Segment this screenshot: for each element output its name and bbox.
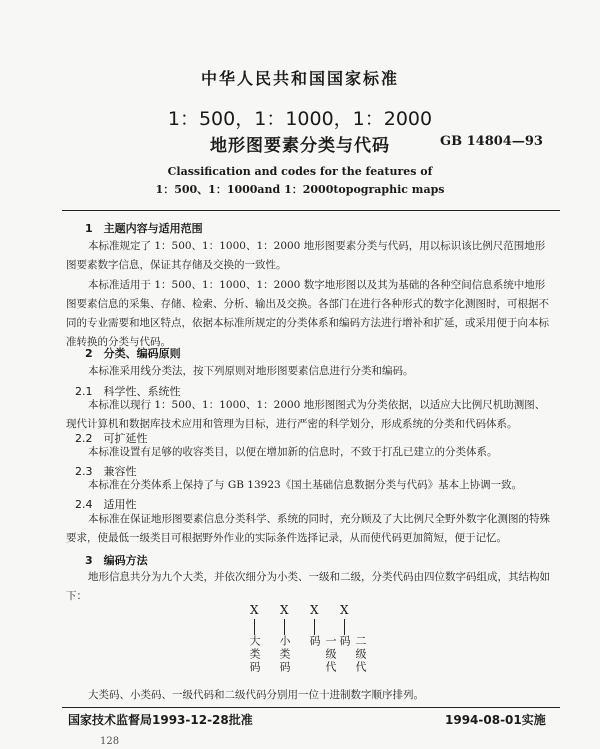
section-1-heading: 1 主题内容与适用范围 <box>85 222 203 235</box>
page-number: 128 <box>100 736 120 747</box>
code-digit-2: X <box>280 603 289 617</box>
document-title-en-line2: 1：500、1：1000and 1：2000topographic maps <box>155 183 445 196</box>
section-2-4-heading: 2.4 适用性 <box>75 498 137 511</box>
section-2-4-paragraph: 本标准在保证地形图要素信息分类科学、系统的同时，充分顾及了大比例尺全野外数字化测图的特殊要求，使最低一级类目可根据野外作业的实际条件选择记录，从而使代码更加简短，便于记忆。 <box>66 513 550 544</box>
section-3-heading: 3 编码方法 <box>85 554 148 567</box>
gb-code-text: GB 14804—93 <box>440 134 543 149</box>
gb-code <box>440 134 543 149</box>
document-title-en-line1: Classification and codes for the features of <box>167 165 433 178</box>
section-2-paragraph: 本标准采用线分类法，按下列原则对地形图要素信息进行分类和编码。 <box>88 365 414 377</box>
section-2-2-heading: 2.2 可扩延性 <box>75 432 148 445</box>
code-structure-diagram <box>250 603 370 683</box>
section-2-3-heading: 2.3 兼容性 <box>75 465 137 478</box>
code-label-major-class: 大类码 <box>248 635 261 674</box>
code-connector-4 <box>344 619 345 635</box>
section-2-1-heading: 2.1 科学性、系统性 <box>75 385 181 398</box>
code-label-level-2: 二级代码 <box>338 635 367 674</box>
scale-title: 1：500，1：1000，1：2000 <box>167 108 433 130</box>
implementation-date: 1994-08-01实施 <box>445 713 546 727</box>
document-title-cn: 地形图要素分类与代码 <box>210 136 390 156</box>
section-3-paragraph-1: 地形信息共分为九个大类，并依次细分为小类、一级和二级，分类代码由四位数字码组成，其结构如下： <box>66 571 550 602</box>
section-1-paragraph-1: 本标准规定了 1：500、1：1000、1：2000 地形图要素分类与代码，用以标识该比例尺范围地形图要素数字信息，保证其存储及交换的一致性。 <box>66 240 546 271</box>
country-standard-title: 中华人民共和国国家标准 <box>200 69 399 88</box>
code-label-level-1: 一级代码 <box>308 635 337 674</box>
section-2-3-paragraph: 本标准在分类体系上保持了与 GB 13923《国土基础信息数据分类与代码》基本上协调一致。 <box>88 479 523 491</box>
code-connector-3 <box>314 619 315 635</box>
section-1-paragraph-2: 本标准适用于 1：500、1：1000、1：2000 数字地形图以及其为基础的各种空间信息系统中地形图要素信息的采集、存储、检索、分析、输出及交换。各部门在进行各种形式的数字化测图时，可根据不同的专业需要和地区特点，依据本标准所规定的分类体系和编码方法进行增补和扩延，或采用便于向本标准转换的分类与代码。 <box>66 279 549 348</box>
code-connector-1 <box>254 619 255 635</box>
code-digit-4: X <box>340 603 349 617</box>
section-2-2-paragraph: 本标准设置有足够的收容类目，以便在增加新的信息时，不致于打乱已建立的分类体系。 <box>88 446 498 458</box>
section-2-heading: 2 分类、编码原则 <box>85 347 181 360</box>
code-digit-3: X <box>310 603 319 617</box>
header-divider <box>62 210 560 211</box>
section-2-1-paragraph: 本标准以现行 1：500、1：1000、1：2000 地形图图式为分类依据，以适应大比例尺机助测图、现代计算机和数据库技术应用和管理为目标，进行严密的科学划分，形成系统的分类和代码体系。 <box>66 399 546 430</box>
code-digit-1: X <box>250 603 259 617</box>
approval-date: 国家技术监督局1993-12-28批准 <box>68 713 253 727</box>
code-label-minor-class: 小类码 <box>278 635 291 674</box>
footer-divider <box>62 707 560 708</box>
code-connector-2 <box>284 619 285 635</box>
section-3-paragraph-2: 大类码、小类码、一级代码和二级代码分别用一位十进制数字顺序排列。 <box>88 689 424 701</box>
